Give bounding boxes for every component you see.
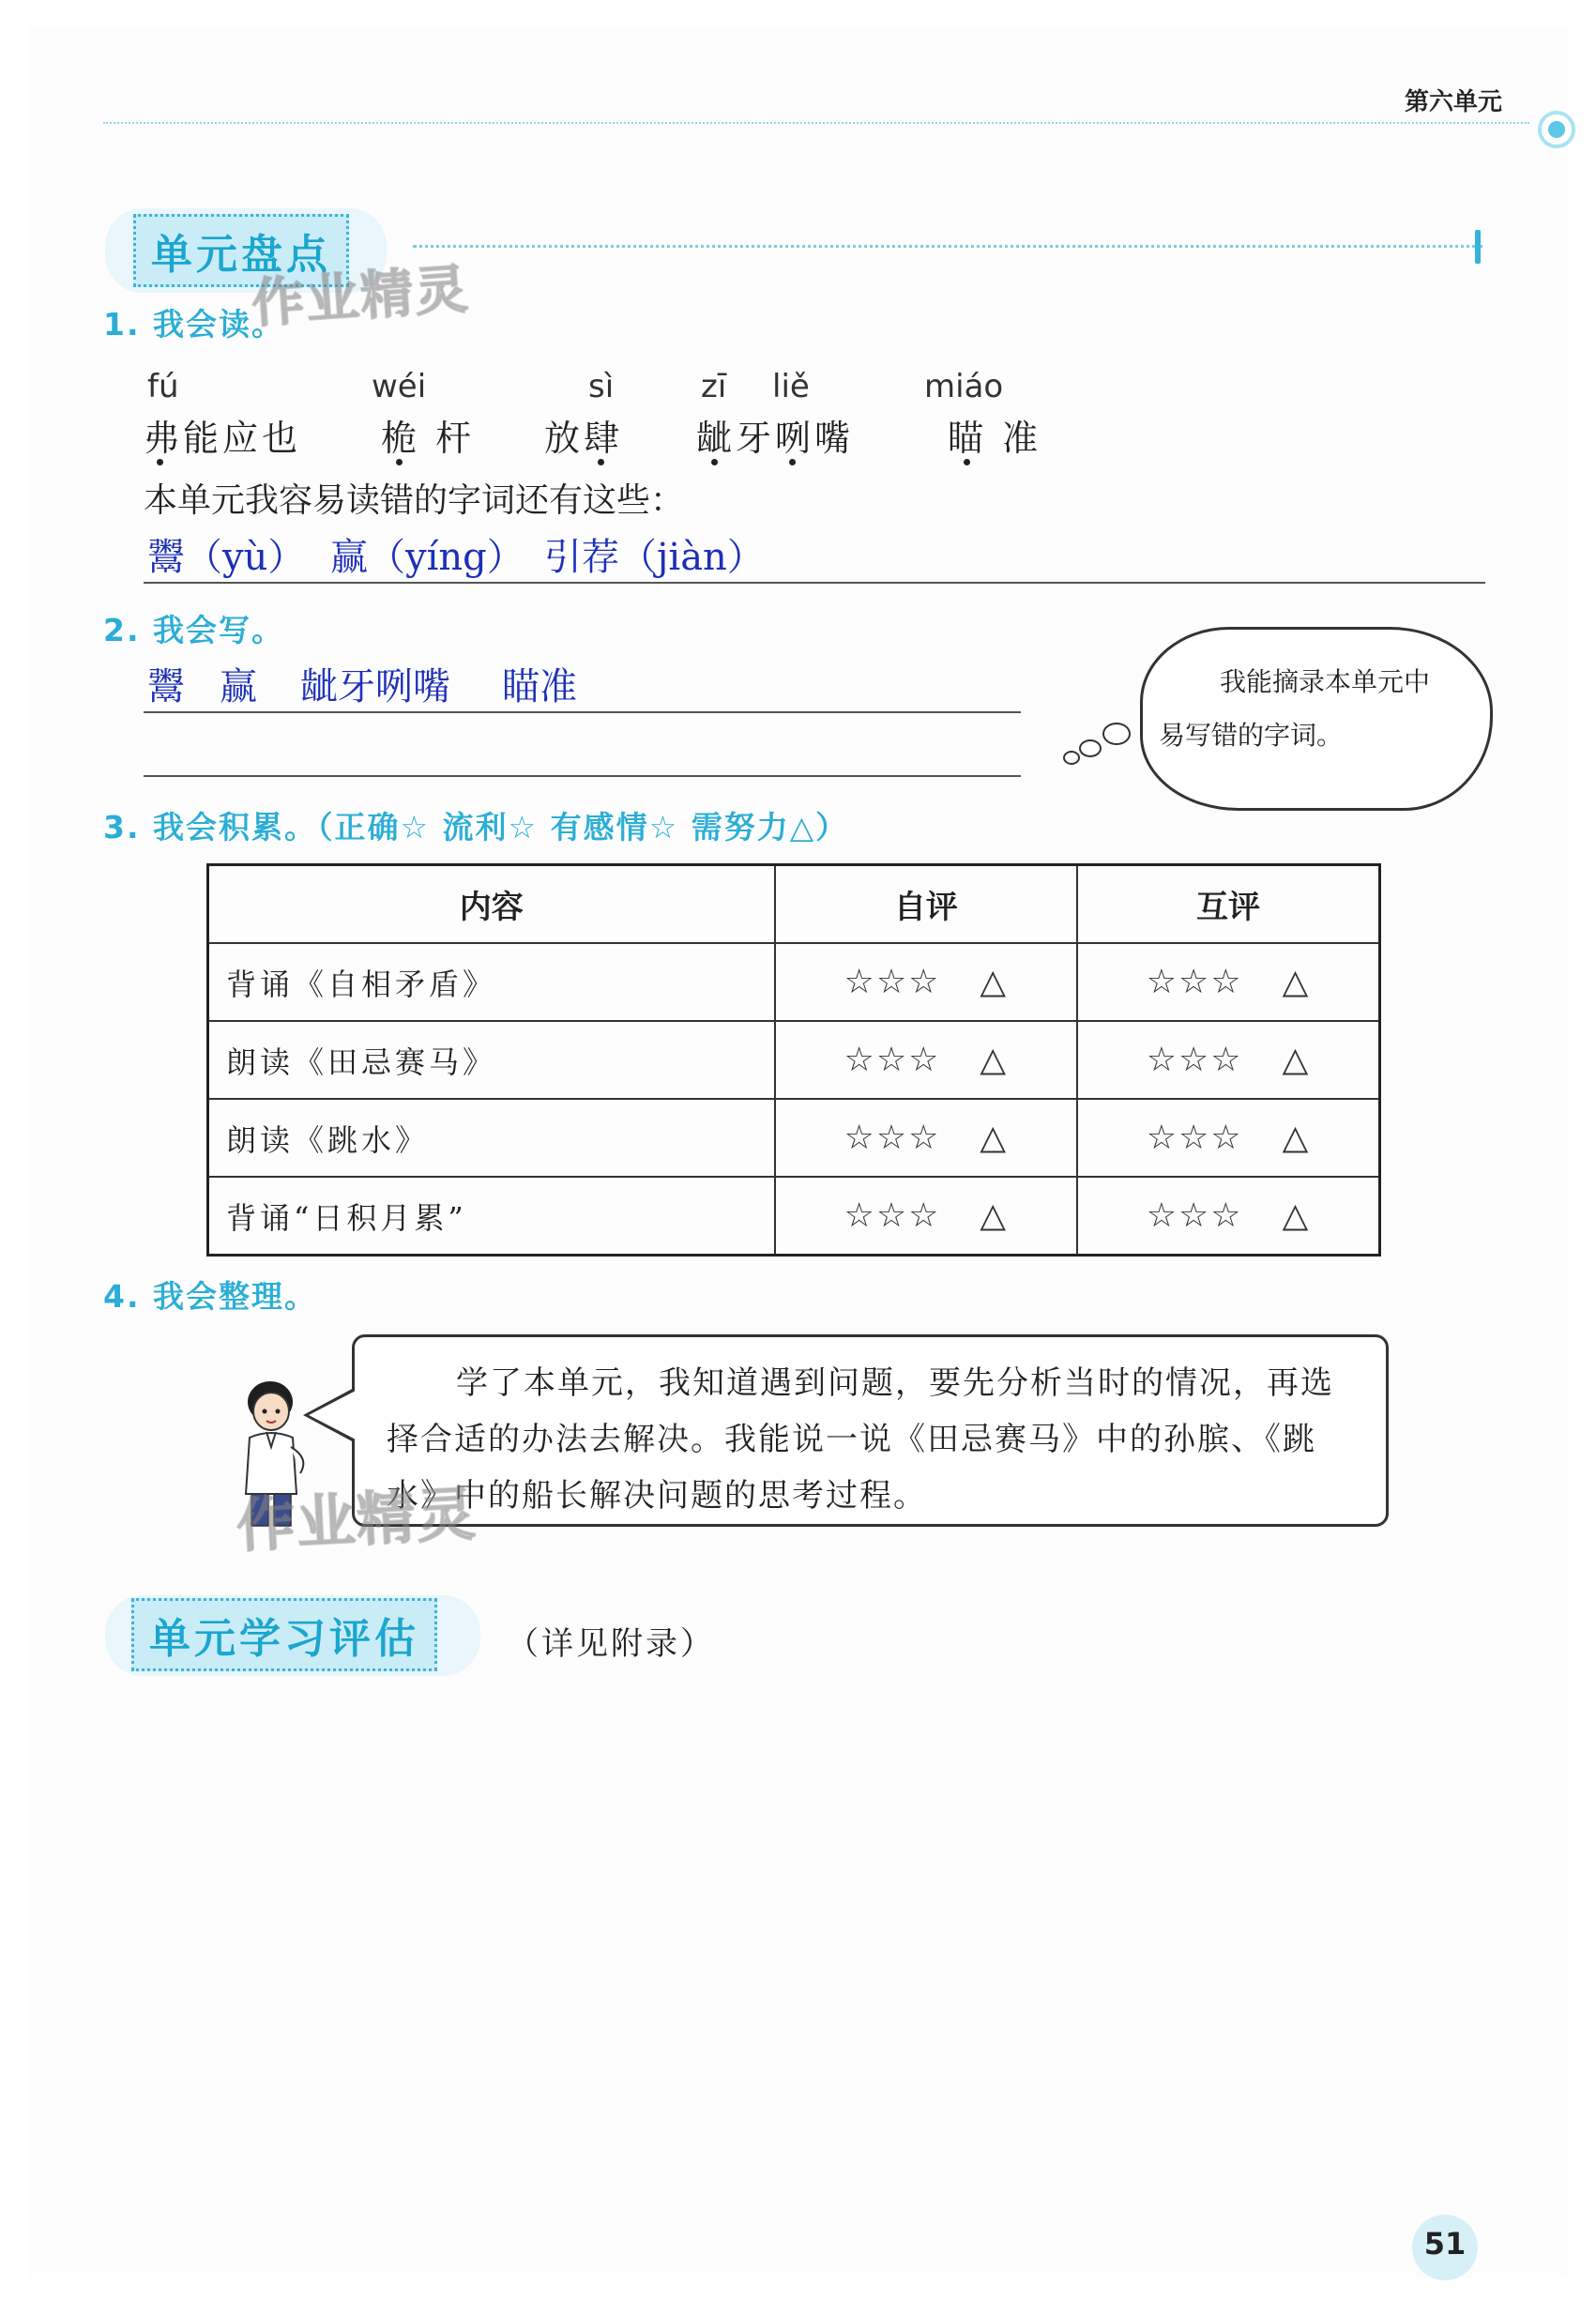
needs-work-triangle[interactable]: △ — [1282, 1041, 1311, 1079]
cloud-line-2: 易写错的字词。 — [1159, 720, 1344, 751]
emphasis-dot — [396, 459, 403, 465]
speech-line-2: 择合适的办法去解决。我能说一说《田忌赛马》中的孙膑、《跳 — [387, 1421, 1316, 1458]
peer-rating[interactable] — [1077, 1177, 1379, 1256]
word-wei-gan: 桅 杆 — [381, 418, 476, 459]
write-line-2 — [144, 775, 1021, 777]
speech-line-1: 学了本单元，我知道遇到问题，要先分析当时的情况，再选 — [456, 1364, 1334, 1402]
peer-rating[interactable] — [1077, 1021, 1379, 1099]
self-rating[interactable] — [775, 1099, 1077, 1177]
row-content: 背诵“日积月累” — [208, 1177, 775, 1256]
self-rating[interactable] — [775, 1021, 1077, 1099]
write-answer-ying: 赢 — [220, 665, 257, 708]
watermark-top: 作业精灵 — [250, 258, 472, 336]
q1-note: 本单元我容易读错的字词还有这些： — [144, 481, 685, 520]
write-answer-ziya: 龇牙咧嘴 — [300, 665, 450, 708]
table-row — [208, 1021, 1380, 1099]
table-header-content: 内容 — [208, 865, 775, 944]
write-line-1 — [144, 711, 1021, 713]
needs-work-triangle[interactable]: △ — [1282, 1196, 1311, 1235]
speech-tail-fill — [309, 1391, 356, 1439]
watermark-bottom: 作业精灵 — [235, 1479, 479, 1561]
pinyin-zi: zī — [701, 368, 727, 405]
emphasis-dot — [789, 459, 796, 465]
word-fu-neng-ying-ye: 弗能应也 — [144, 418, 302, 459]
write-answer-yu: 鬻 — [147, 665, 185, 708]
row-content: 背诵《自相矛盾》 — [208, 943, 775, 1021]
star-rating[interactable]: ☆☆☆ — [1146, 1119, 1243, 1157]
pinyin-fu: fú — [147, 368, 179, 405]
self-rating[interactable] — [775, 943, 1077, 1021]
star-rating[interactable]: ☆☆☆ — [1146, 963, 1243, 1001]
emphasis-dot — [157, 459, 163, 465]
answer-jian: 引荐（jiàn） — [544, 536, 765, 579]
q4-title: 4. 我会整理。 — [103, 1278, 317, 1315]
row-content: 朗读《跳水》 — [208, 1099, 775, 1177]
header-circle-icon — [1538, 111, 1575, 148]
q2-title: 2. 我会写。 — [103, 612, 284, 648]
table-row — [208, 943, 1380, 1021]
assessment-note: （详见附录） — [507, 1625, 715, 1663]
rating-table — [206, 863, 1381, 1257]
needs-work-triangle[interactable]: △ — [980, 963, 1009, 1001]
needs-work-triangle[interactable]: △ — [980, 1041, 1009, 1079]
pinyin-wei: wéi — [372, 368, 427, 405]
thought-bubble — [1102, 723, 1131, 745]
star-rating[interactable]: ☆☆☆ — [844, 1041, 941, 1079]
needs-work-triangle[interactable]: △ — [1282, 963, 1311, 1001]
header-dotted-line — [103, 122, 1529, 124]
star-rating[interactable]: ☆☆☆ — [1146, 1041, 1243, 1079]
word-zi-ya-lie-zui: 龇牙咧嘴 — [696, 418, 855, 459]
star-rating[interactable]: ☆☆☆ — [844, 963, 941, 1001]
table-row — [208, 1099, 1380, 1177]
table-row — [208, 1177, 1380, 1256]
table-header-peer: 互评 — [1077, 865, 1379, 944]
emphasis-dot — [964, 459, 970, 465]
emphasis-dot — [711, 459, 718, 465]
cloud-line-1: 我能摘录本单元中 — [1220, 666, 1431, 697]
speech-line-3: 水》中的船长解决问题的思考过程。 — [387, 1477, 927, 1515]
unit-label: 第六单元 — [1404, 88, 1502, 116]
needs-work-triangle[interactable]: △ — [1282, 1119, 1311, 1157]
word-miao-zhun: 瞄 准 — [948, 418, 1042, 459]
q1-title: 1. 我会读。 — [103, 306, 284, 343]
peer-rating[interactable] — [1077, 943, 1379, 1021]
star-rating[interactable]: ☆☆☆ — [844, 1119, 941, 1157]
peer-rating[interactable] — [1077, 1099, 1379, 1177]
write-answer-miaozhun: 瞄准 — [502, 665, 577, 708]
star-rating[interactable]: ☆☆☆ — [1146, 1196, 1243, 1235]
row-content: 朗读《田忌赛马》 — [208, 1021, 775, 1099]
table-header-row — [208, 865, 1380, 944]
section-dotted-line — [413, 245, 1482, 248]
section-end-bar — [1475, 230, 1481, 264]
emphasis-dot — [598, 459, 604, 465]
pinyin-si: sì — [588, 368, 615, 405]
needs-work-triangle[interactable]: △ — [980, 1119, 1009, 1157]
q3-title: 3. 我会积累。（正确☆ 流利☆ 有感情☆ 需努力△） — [103, 809, 849, 845]
section-banner-assessment: 单元学习评估 — [131, 1598, 437, 1671]
section-banner-unit-review: 单元盘点 — [133, 214, 349, 287]
answer-line — [144, 582, 1485, 584]
self-rating[interactable] — [775, 1177, 1077, 1256]
table-header-self: 自评 — [775, 865, 1077, 944]
pinyin-miao: miáo — [924, 368, 1004, 405]
star-rating[interactable]: ☆☆☆ — [844, 1196, 941, 1235]
pinyin-lie: liě — [772, 368, 810, 405]
needs-work-triangle[interactable]: △ — [980, 1196, 1009, 1235]
thought-bubble — [1063, 751, 1080, 765]
answer-yu: 鬻（yù） — [147, 536, 306, 579]
answer-ying: 赢（yíng） — [330, 536, 524, 579]
page-number: 51 — [1423, 2226, 1467, 2262]
thought-bubble — [1079, 739, 1102, 757]
word-fang-si: 放肆 — [544, 418, 624, 459]
